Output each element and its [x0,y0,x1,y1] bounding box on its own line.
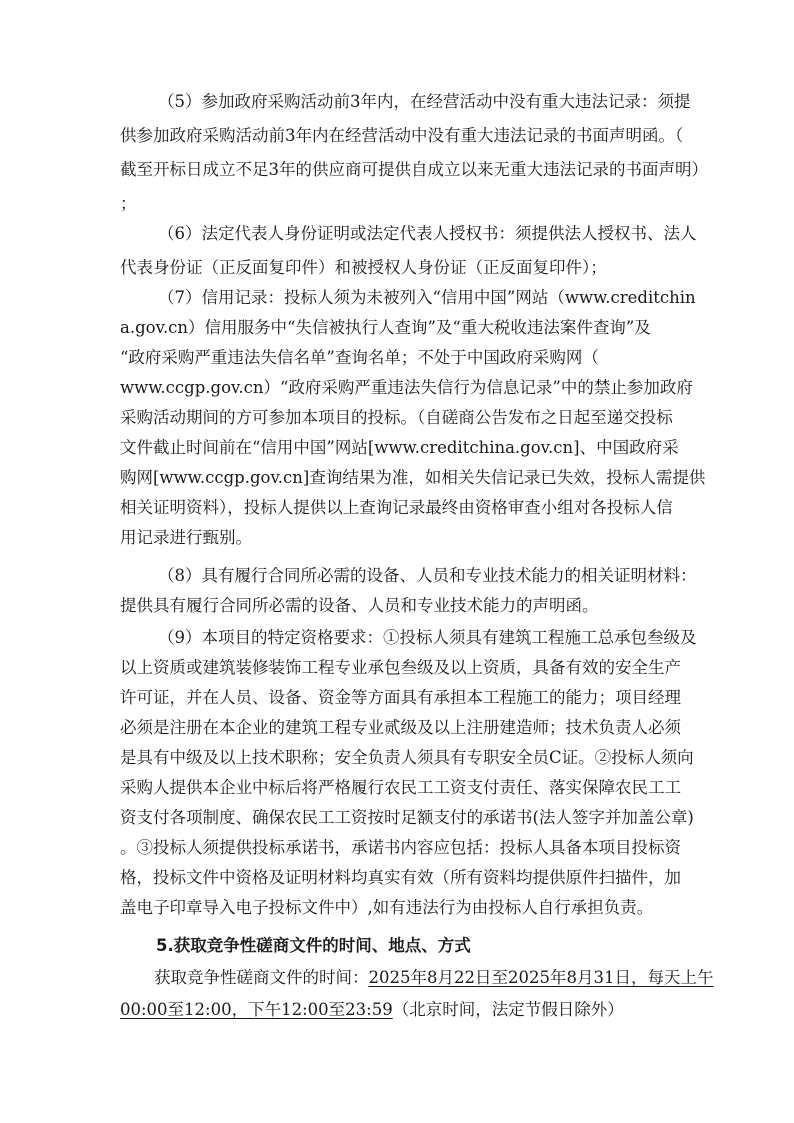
text-line: 代表身份证（正反面复印件）和被授权人身份证（正反面复印件）； [120,258,607,277]
text-line: （9）本项目的特定资格要求：①投标人须具有建筑工程施工总承包叁级及 [158,628,697,647]
text-line: 以上资质或建筑装修装饰工程专业承包叁级及以上资质，具备有效的安全生产 [120,658,681,677]
text-line: ； [120,194,137,213]
text-line: “政府采购严重违法失信名单”查询名单；不处于中国政府采购网（ [120,348,599,367]
text-line: （6）法定代表人身份证明或法定代表人授权书：须提供法人授权书、法人 [158,224,697,243]
text-line: （5）参加政府采购活动前3年内，在经营活动中没有重大违法记录：须提 [158,92,691,111]
text-line: 供参加政府采购活动前3年内在经营活动中没有重大违法记录的书面声明函。（ [120,126,684,145]
acquisition-hours: 00:00至12:00，下午12:00至23:59 [120,1000,393,1019]
text-line: 必须是注册在本企业的建筑工程专业贰级及以上注册建造师；技术负责人必须 [120,718,681,737]
text-line: 格，投标文件中资格及证明材料均真实有效（所有资料均提供原件扫描件，加 [120,868,681,887]
text-line: 盖电子印章导入电子投标文件中）,如有违法行为由投标人自行承担负责。 [120,898,654,917]
acquisition-time-line-1 [154,968,713,988]
text-line: 采购人提供本企业中标后将严格履行农民工工资支付责任、落实保障农民工工 [120,778,681,797]
text-line: 许可证，并在人员、设备、资金等方面具有承担本工程施工的能力；项目经理 [120,688,681,707]
text-line: 文件截止时间前在“信用中国”网站[www.creditchina.gov.cn]、中国政府采 [120,438,679,457]
text-line: 相关证明资料），投标人提供以上查询记录最终由资格审查小组对各投标人信 [120,498,673,517]
acquisition-date-range: 2025年8月22日至2025年8月31日，每天上午 [368,968,714,987]
text-line: a.gov.cn）信用服务中“失信被执行人查询”及“重大税收违法案件查询”及 [120,318,651,337]
text-line: 资支付各项制度、确保农民工工资按时足额支付的承诺书(法人签字并加盖公章) [120,808,694,827]
section-heading: 5.获取竞争性磋商文件的时间、地点、方式 [156,936,471,955]
text-line: 提供具有履行合同所必需的设备、人员和专业技术能力的声明函。 [120,596,599,615]
text-line: （7）信用记录：投标人须为未被列入“信用中国”网站（www.creditchin [158,288,696,307]
timezone-note: （北京时间，法定节假日除外） [392,1000,624,1019]
text-line: www.ccgp.gov.cn）“政府采购严重违法失信行为信息记录”中的禁止参加政府 [120,378,693,397]
text-line: 截至开标日成立不足3年的供应商可提供自成立以来无重大违法记录的书面声明） [120,160,708,179]
acquisition-time-line-2 [120,1000,624,1020]
text-line: 是具有中级及以上技术职称；安全负责人须具有专职安全员C证。②投标人须向 [120,748,694,767]
text-line: 购网[www.ccgp.gov.cn]查询结果为准，如相关失信记录已失效，投标人需提供 [120,468,706,487]
text-line: （8）具有履行合同所必需的设备、人员和专业技术能力的相关证明材料： [158,566,697,585]
acquisition-time-label: 获取竞争性磋商文件的时间： [154,968,369,987]
text-line: 。③投标人须提供投标承诺书，承诺书内容应包括：投标人具备本项目投标资 [120,838,681,857]
text-line: 用记录进行甄别。 [120,528,252,547]
text-line: 采购活动期间的方可参加本项目的投标。（自磋商公告发布之日起至递交投标 [120,408,673,427]
